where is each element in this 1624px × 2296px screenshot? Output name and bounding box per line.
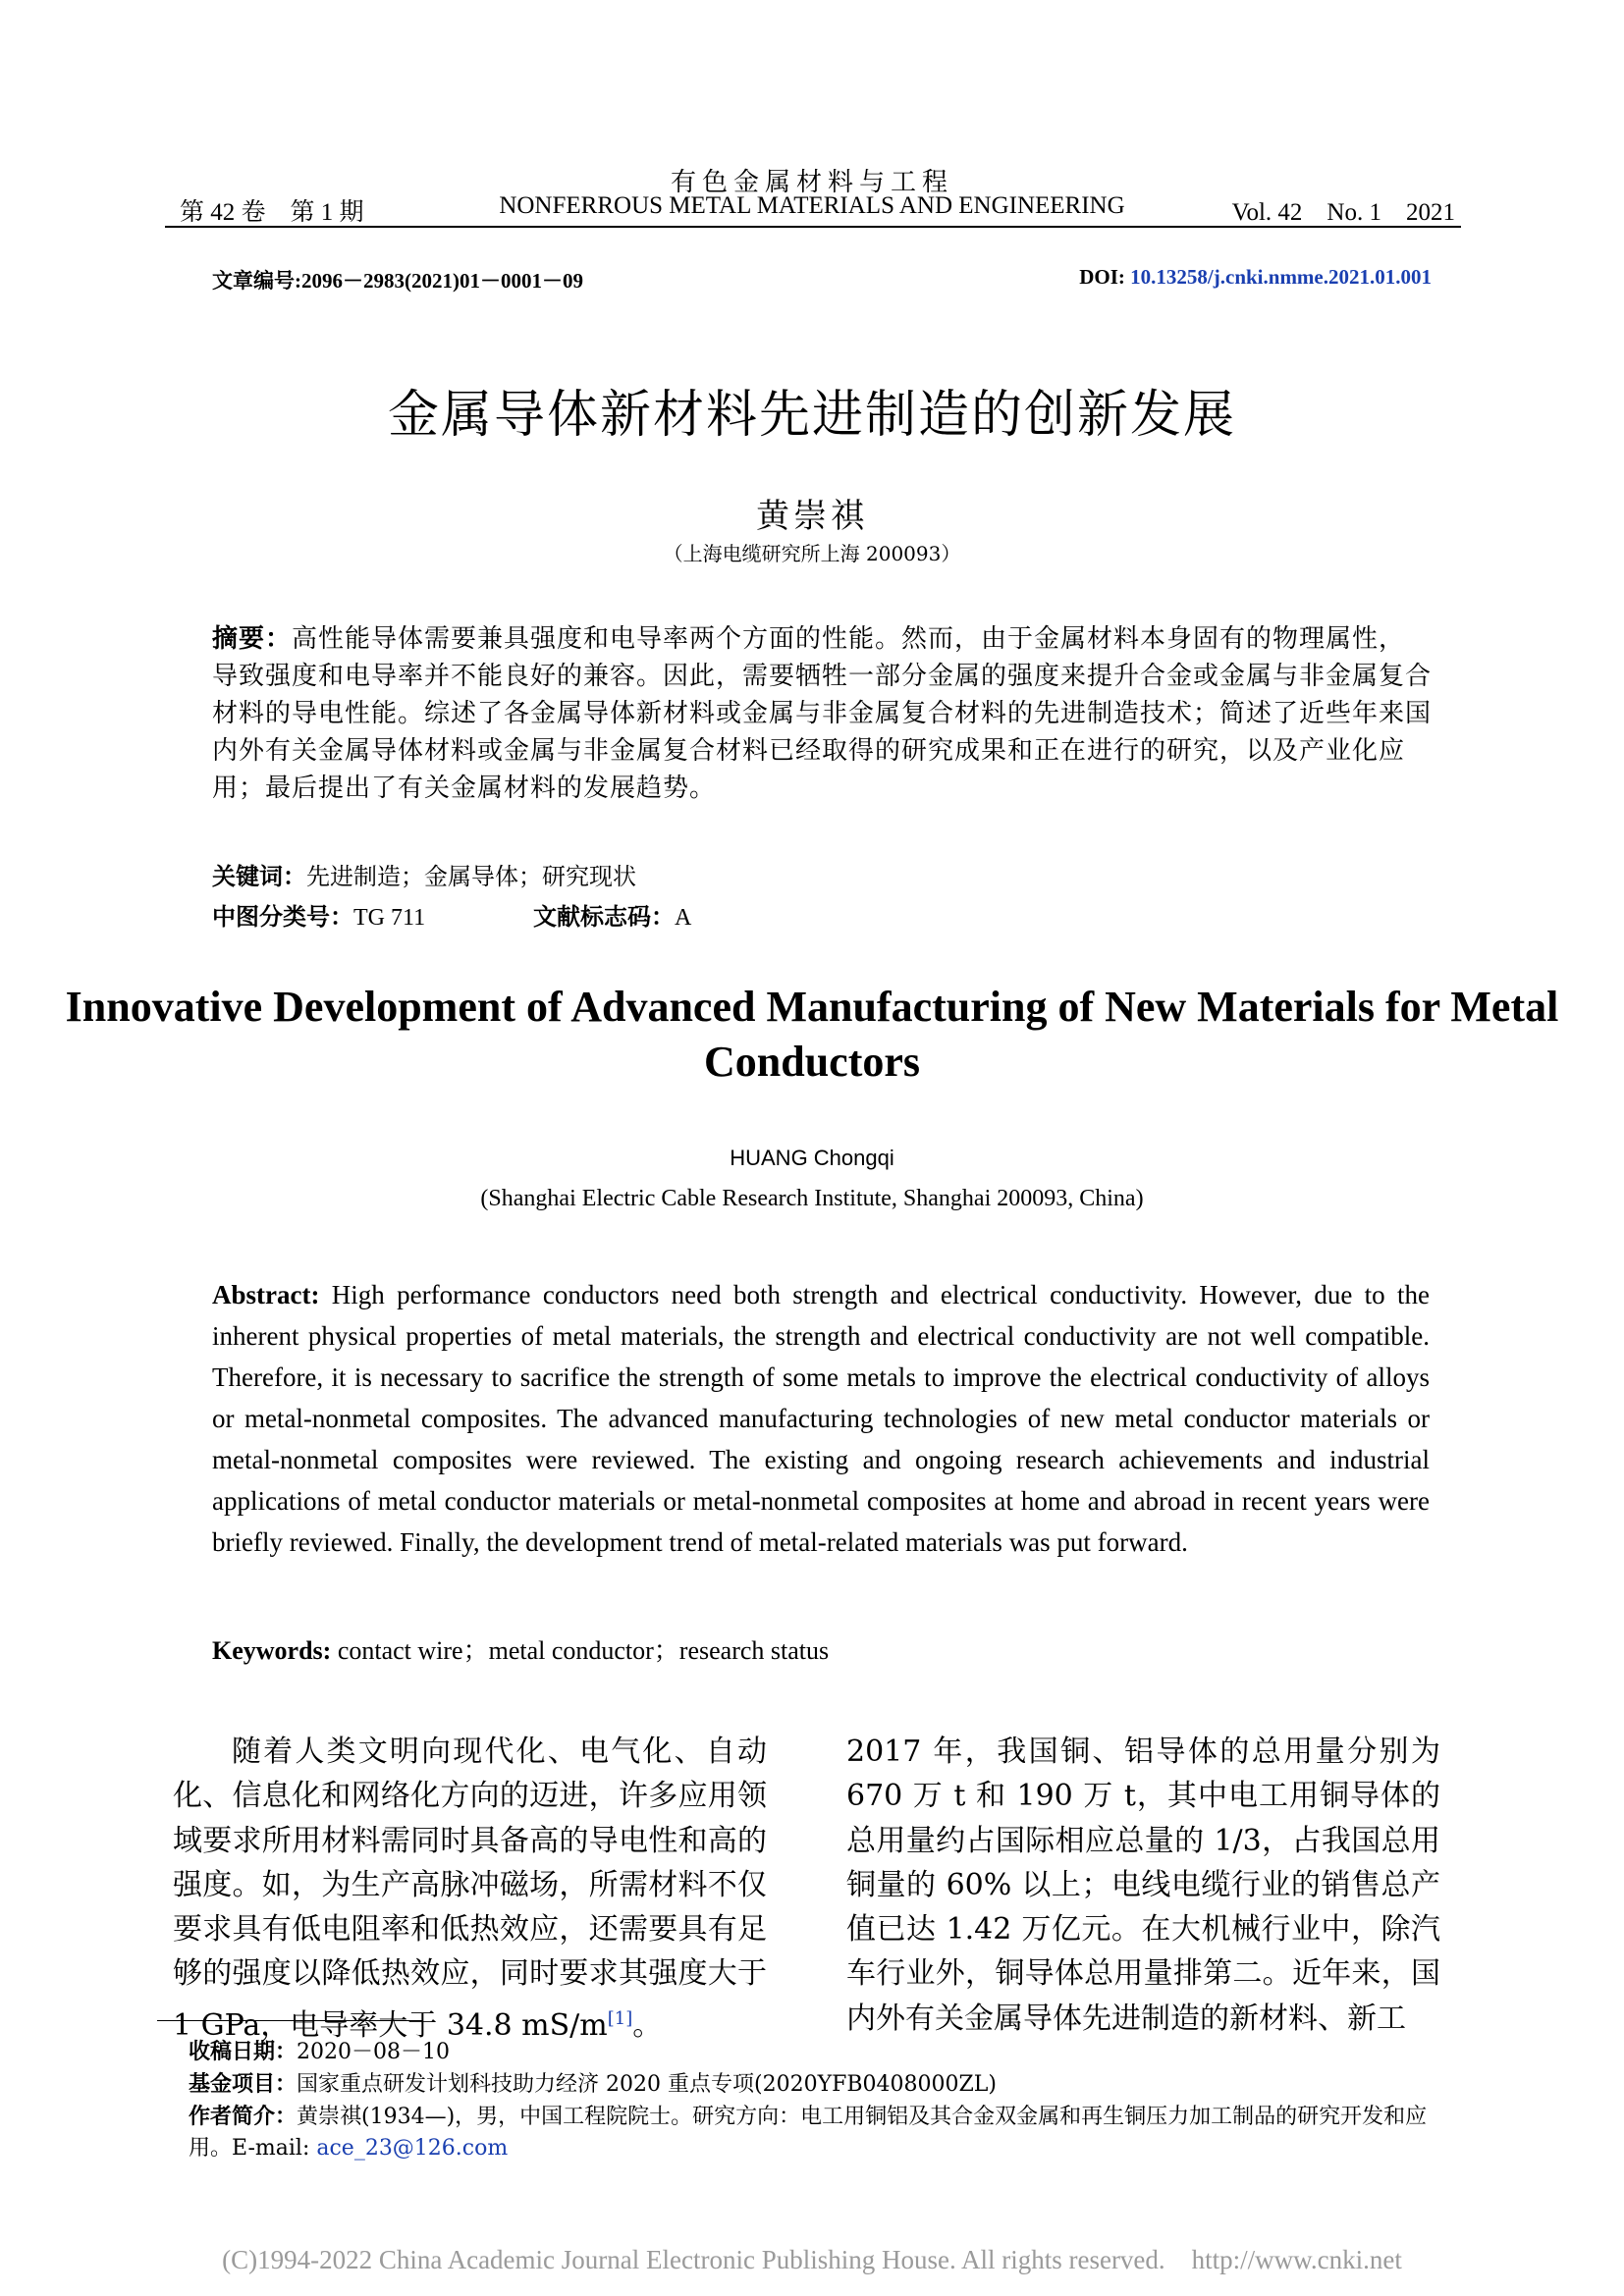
footnote-bio bbox=[189, 2102, 1455, 2164]
email-link[interactable]: ace_23@126.com bbox=[316, 2136, 509, 2161]
body-column-left bbox=[173, 1730, 767, 2048]
keywords-en-text: contact wire；metal conductor；research status bbox=[331, 1636, 830, 1665]
title-en: Innovative Development of Advanced Manufacturing of New Materials for Metal Conductors bbox=[65, 983, 1559, 1086]
footnote-rule bbox=[157, 2020, 422, 2021]
keywords-en-label: Keywords: bbox=[212, 1636, 332, 1665]
abstract-en-label: Abstract: bbox=[212, 1280, 320, 1309]
copyright-line: (C)1994-2022 China Academic Journal Electronic Publishing House. All rights reserved. http://www.cnki.net bbox=[222, 2245, 1402, 2274]
affiliation-cn: （上海电缆研究所上海 200093） bbox=[663, 542, 961, 565]
fund-text: 国家重点研发计划科技助力经济 2020 重点专项(2020YFB0408000ZL) bbox=[297, 2072, 997, 2097]
received-label: 收稿日期： bbox=[189, 2040, 298, 2064]
affiliation-en: (Shanghai Electric Cable Research Institute, Shanghai 200093, China) bbox=[480, 1186, 1144, 1211]
doi-label: DOI: bbox=[1079, 265, 1131, 289]
doi-link[interactable]: 10.13258/j.cnki.nmme.2021.01.001 bbox=[1130, 265, 1432, 289]
volume-issue-en: Vol. 42 No. 1 2021 bbox=[1231, 199, 1455, 226]
abstract-en bbox=[212, 1274, 1430, 1563]
author-en: HUANG Chongqi bbox=[730, 1146, 894, 1170]
abstract-cn bbox=[212, 620, 1432, 807]
abstract-en-text: High performance conductors need both strength and electrical conductivity. However, due to the inherent physical properties of metal materials, the strength and electrical conductivity are not well compatible. Therefore, it is necessary to sacrifice the strength of some metals to improve the electrical conductivity of alloys or metal-nonmetal composites. The advanced manufacturing technologies of new metal conductor materials or metal-nonmetal composites were reviewed. The existing and ongoing research achievements and industrial applications of metal conductor materials or metal-nonmetal composites at home and abroad in recent years were briefly reviewed. Finally, the development trend of metal-related materials was put forward. bbox=[212, 1280, 1430, 1557]
document-code bbox=[533, 897, 691, 932]
fund-label: 基金项目： bbox=[189, 2072, 298, 2097]
bio-label: 作者简介： bbox=[189, 2105, 298, 2129]
keywords-cn-label: 关键词： bbox=[212, 863, 306, 890]
bio-text: 黄崇祺(1934—)，男，中国工程院院士。研究方向：电工用铜铝及其合金双金属和再生铜压力加工制品的研究开发和应用。E-mail: bbox=[189, 2105, 1428, 2161]
doc-code-label: 文献标志码： bbox=[533, 903, 675, 931]
clc-value: TG 711 bbox=[353, 905, 426, 931]
doi bbox=[1079, 265, 1432, 290]
author-cn: 黄崇祺 bbox=[756, 497, 868, 536]
citation-link[interactable]: [1] bbox=[607, 2007, 633, 2029]
title-cn: 金属导体新材料先进制造的创新发展 bbox=[387, 386, 1236, 445]
body-left-text: 随着人类文明向现代化、电气化、自动化、信息化和网络化方向的迈进，许多应用领域要求所用材料需同时具备高的导电性和高的强度。如，为生产高脉冲磁场，所需材料不仅要求具有低电阻率和低热效应，还需要具有足够的强度以降低热效应，同时要求其强度大于 1 GPa，电导率大于 34.8 mS/m bbox=[173, 1735, 767, 2043]
footnote-fund bbox=[189, 2069, 997, 2101]
clc-label: 中图分类号： bbox=[212, 903, 353, 931]
journal-title-cn: 有色金属材料与工程 bbox=[670, 168, 953, 197]
received-date: 2020－08－10 bbox=[297, 2040, 450, 2064]
journal-title-en: NONFERROUS METAL MATERIALS AND ENGINEERING bbox=[499, 192, 1125, 219]
volume-issue-cn: 第 42 卷 第 1 期 bbox=[180, 199, 364, 226]
abstract-cn-text: 高性能导体需要兼具强度和电导率两个方面的性能。然而，由于金属材料本身固有的物理属性，导致强度和电导率并不能良好的兼容。因此，需要牺牲一部分金属的强度来提升合金或金属与非金属复合材料的导电性能。综述了各金属导体新材料或金属与非金属复合材料的先进制造技术；简述了近些年来国内外有关金属导体材料或金属与非金属复合材料已经取得的研究成果和正在进行的研究，以及产业化应用；最后提出了有关金属材料的发展趋势。 bbox=[212, 624, 1433, 803]
abstract-cn-label: 摘要： bbox=[212, 624, 293, 654]
clc-number bbox=[212, 897, 425, 932]
keywords-cn bbox=[212, 857, 636, 891]
footnote-received bbox=[189, 2037, 450, 2068]
doc-code-value: A bbox=[675, 905, 692, 931]
keywords-cn-text: 先进制造；金属导体；研究现状 bbox=[306, 863, 636, 890]
article-number: 文章编号:2096－2983(2021)01－0001－09 bbox=[212, 269, 583, 293]
keywords-en bbox=[212, 1630, 829, 1667]
body-left-end: 。 bbox=[632, 2007, 663, 2043]
body-column-right: 2017 年，我国铜、铝导体的总用量分别为 670 万 t 和 190 万 t，其中电工用铜导体的总用量约占国际相应总量的 1/3，占我国总用铜量的 60% 以上；电线电缆行业的销售总产值已达 1.42 万亿元。在大机械行业中，除汽车行业外，铜导体总用量排第二。近年来，国内外有关金属导体先进制造的新材料、新工 bbox=[846, 1735, 1440, 2036]
header-rule bbox=[165, 226, 1461, 228]
